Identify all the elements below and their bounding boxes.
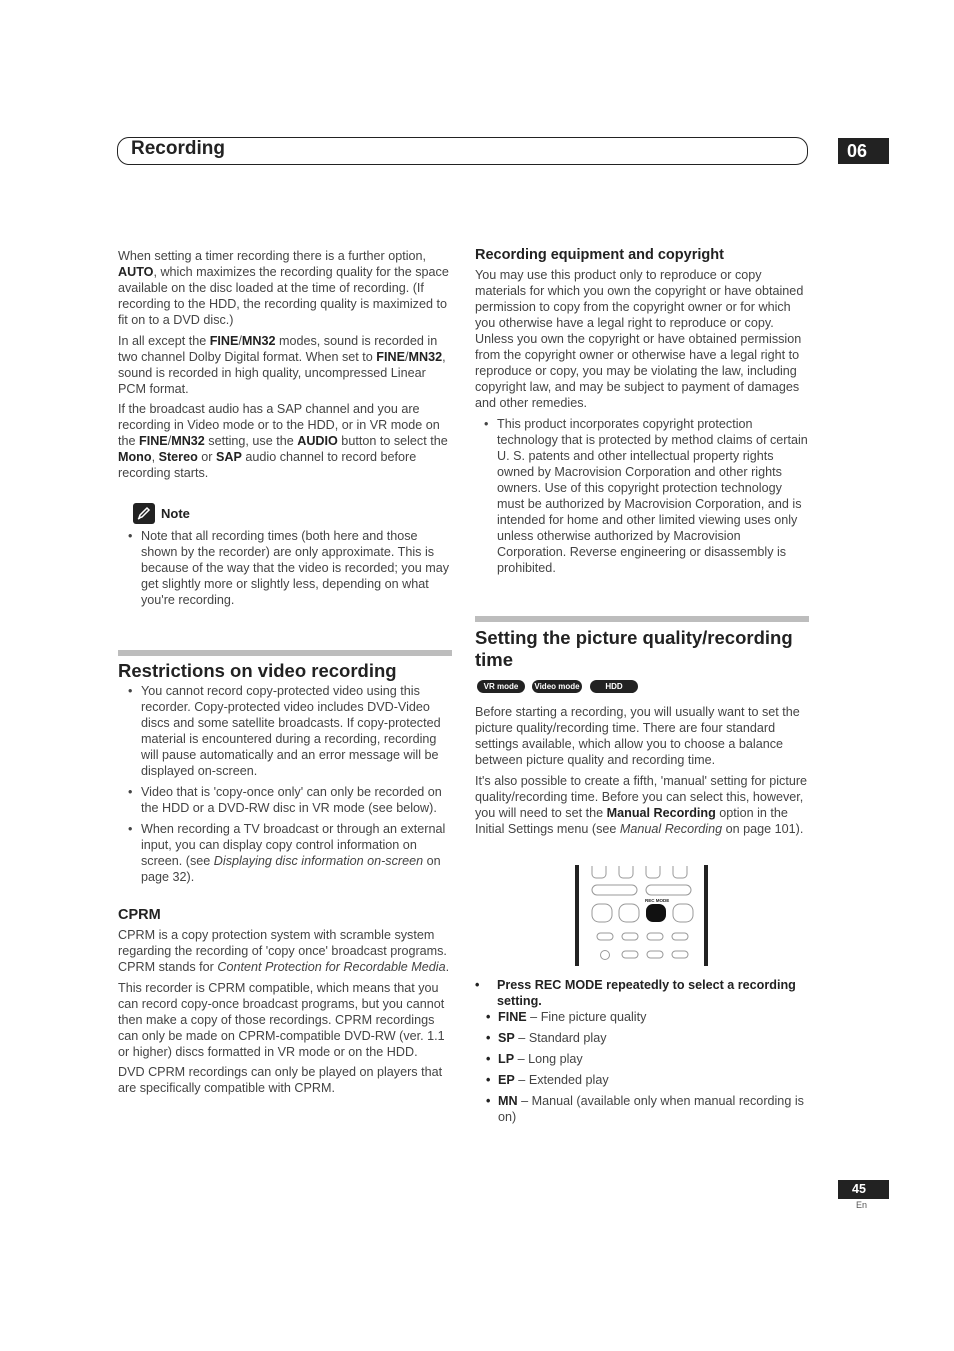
pencil-icon [133,503,155,524]
note-label: Note [161,506,190,521]
restrictions-list [119,683,454,890]
cprm-paragraph-2: This recorder is CPRM compatible, which means that you can record copy-once broadcast programs, but you cannot then make a copy of those recordings. CPRM recordings can only be made on CPRM-compatible DVD-RW (ver. 1.1 or higher) discs formatted in VR mode or on the HDD. [118,980,445,1059]
option-fine: • FINE – Fine picture quality [475,1009,811,1025]
vr-mode-badge: VR mode [477,680,525,693]
list-item: • This product incorporates copyright protection technology that is protected by method claims of certain U. S. patents and other intellectual property rights owned by Macrovision Corporation and other rights owners. Use of this copyright protection technology must be authorized by Macrovision Corporation, and is intended for home and other limited viewing uses only unless otherwise authorized by Macrovision Corporation. Reverse engineering or disassembly is prohibited. [475,416,810,576]
chapter-number: 06 [838,138,889,164]
page-number: 45 [838,1180,889,1199]
cprm-heading: CPRM [118,907,161,923]
left-intro [118,248,454,486]
cprm-body [118,927,455,1101]
section-rule [475,616,809,622]
copyright-heading: Recording equipment and copyright [475,247,724,263]
copyright-paragraph: You may use this product only to reproduce or copy materials for which you own the copyright or have obtained permission to copy from the copyright owner or for which you otherwise have a legal right to reproduce or copy. Unless you own the copyright or have obtained permission from the copyright owner or otherwise have a legal right to reproduce or copy, you may be violating the law, including copyright law, and may be subject to payment of damages and other remedies. [475,268,804,410]
option-sp: • SP – Standard play [475,1030,811,1046]
note-bullet: • Note that all recording times (both here and those shown by the recorder) are only approximate. This is because of the way that the video is recorded; you may get slightly more or slightly less, depending on what you're recording. [119,528,454,608]
remote-illustration [575,863,710,968]
option-lp: • LP – Long play [475,1051,811,1067]
cprm-paragraph-1: CPRM is a copy protection system with scramble system regarding the recording of 'copy once' broadcast programs. CPRM stands for Content Protection for Recordable Media. [118,928,450,974]
cprm-paragraph-3: DVD CPRM recordings can only be played on players that are specifically compatible with CPRM. [118,1065,443,1095]
copyright-body [475,267,810,581]
recording-options [475,1009,811,1130]
quality-body [475,704,811,841]
list-item: • You cannot record copy-protected video using this recorder. Copy-protected video includes DVD-Video discs and some satellite broadcasts. If copy-protected material is encountered during a recording, recording will pause automatically and an error message will be displayed on-screen. [119,683,454,779]
intro-paragraph-3: If the broadcast audio has a SAP channel and you are recording in Video mode or to the HDD, or in VR mode on the FINE/MN32 setting, use the AUDIO button to select the Mono, Stereo or SAP audio channel to record before recording starts. [118,402,448,480]
section-rule [118,650,452,656]
intro-paragraph-2: In all except the FINE/MN32 modes, sound is recorded in two channel Dolby Digital format. When set to FINE/MN32, sound is recorded in high quality, uncompressed Linear PCM format. [118,333,446,396]
quality-paragraph-1: Before starting a recording, you will usually want to set the picture quality/recording time. There are four standard settings available, which allow you to choose a balance between picture quality and recording time. [475,705,800,767]
language-code: En [856,1200,868,1210]
hdd-badge: HDD [590,680,638,693]
option-mn: • MN – Manual (available only when manual recording is on) [475,1093,811,1125]
quality-heading: Setting the picture quality/recording time [475,627,793,670]
instruction-block [475,977,813,1009]
list-item: • When recording a TV broadcast or through an external input, you can display copy control information on screen. (see Displaying disc information on-screen on page 32). [119,821,454,885]
rec-mode-button-label: REC MODE [645,898,670,903]
intro-paragraph-1: When setting a timer recording there is a further option, AUTO, which maximizes the recording quality for the space available on the disc loaded at the time of recording. (If recording to the HDD, the recording quality is maximized to fit on to a DVD disc.) [118,249,449,327]
list-item: • Video that is 'copy-once only' can only be recorded on the HDD or a DVD-RW disc in VR mode (see below). [119,784,454,816]
restrictions-heading: Restrictions on video recording [118,660,397,681]
option-ep: • EP – Extended play [475,1072,811,1088]
instruction-step: • Press REC MODE repeatedly to select a recording setting. [475,978,796,1008]
section-title: Recording [131,138,225,159]
video-mode-badge: Video mode [532,680,582,693]
note-body [119,528,454,613]
quality-paragraph-2: It's also possible to create a fifth, 'manual' setting for picture quality/recording time. Before you can select this, however, you will need to set the Manual Recording option in the Initial Settings menu (see Manual Recording on page 101). [475,773,808,836]
